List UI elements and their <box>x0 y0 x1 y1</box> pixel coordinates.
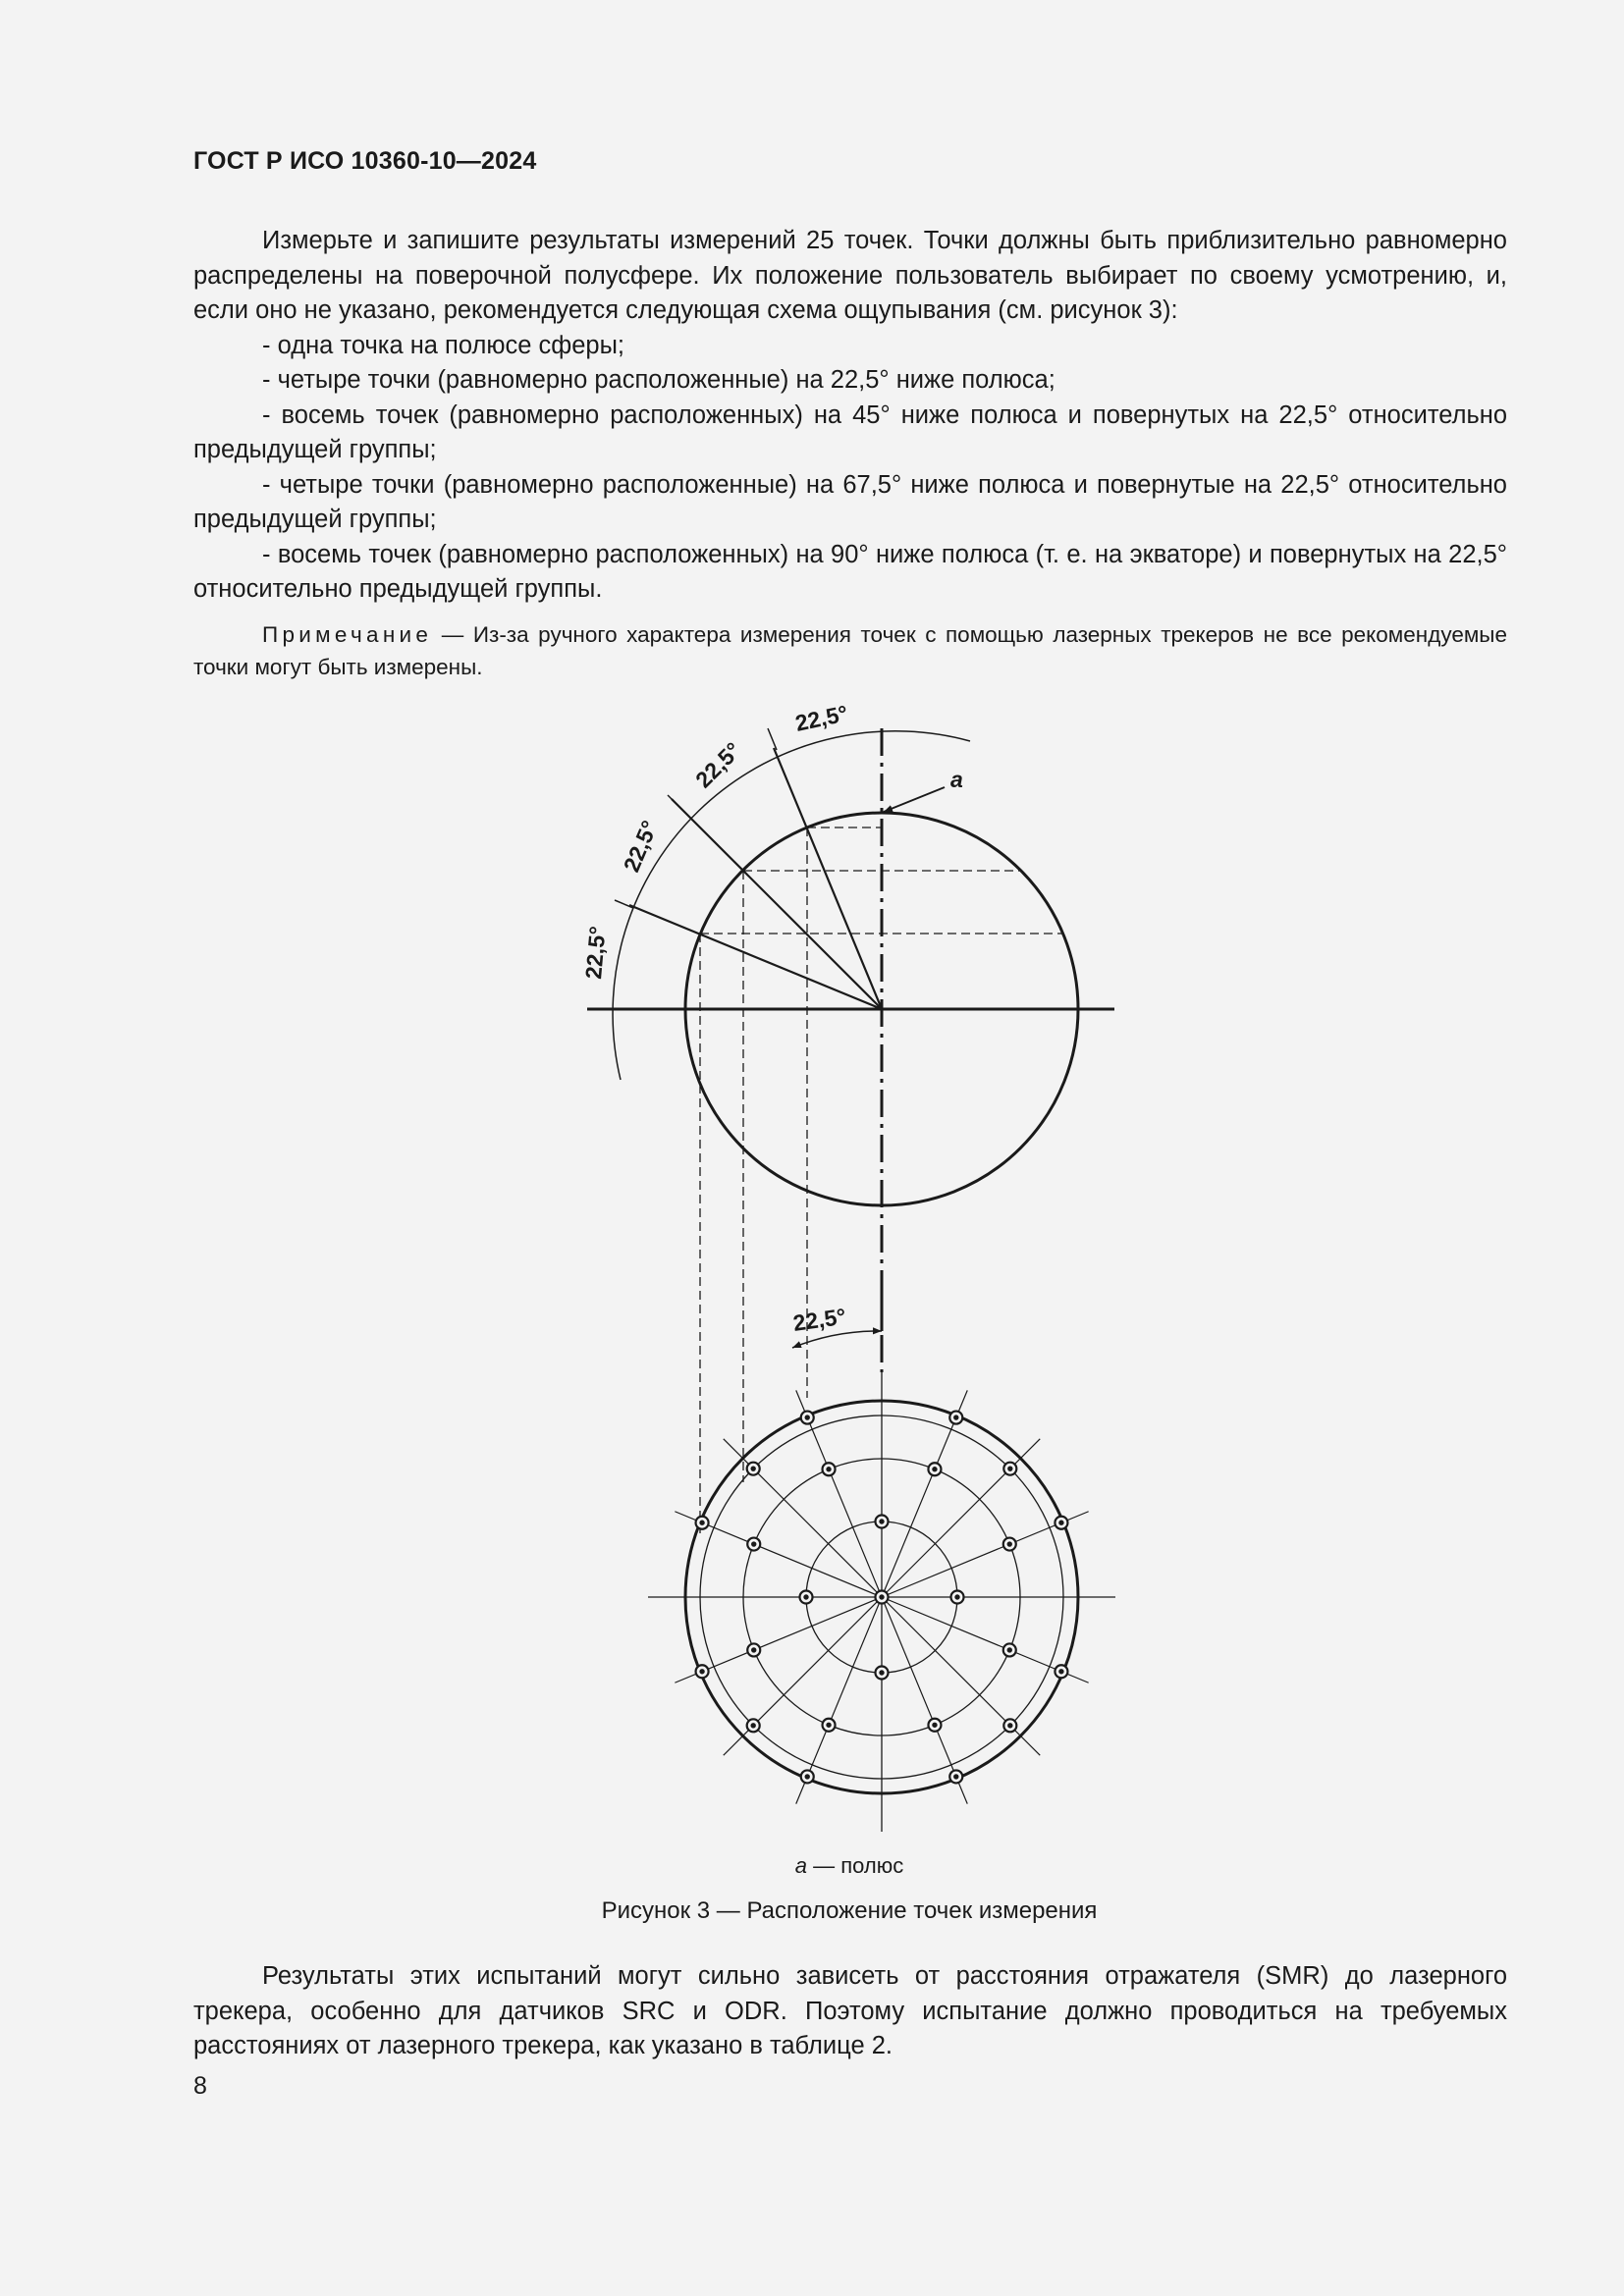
radial-line-22-5 <box>774 748 882 1009</box>
angle-label: 22,5° <box>618 817 663 876</box>
document-header: ГОСТ Р ИСО 10360-10—2024 <box>193 147 537 175</box>
plan-view <box>648 1290 1115 1832</box>
measurement-point-dot <box>933 1723 937 1727</box>
note-text: Из-за ручного характера измерения точек с помощью лазерных трекеров не все рекомендуемые точки могут быть измерены. <box>193 622 1507 679</box>
measurement-point-dot <box>700 1521 704 1524</box>
measurement-point-dot <box>752 1648 756 1652</box>
pole-arrow <box>884 787 945 812</box>
list-item: - восемь точек (равномерно расположенных) на 90° ниже полюса (т. е. на экваторе) и повернутых на 22,5° относительно предыдущей группы. <box>193 540 1507 603</box>
measurement-point-dot <box>1007 1542 1011 1546</box>
dim-tick <box>615 900 633 908</box>
dimension-arc <box>613 731 970 1080</box>
plan-radial-line <box>724 1439 882 1597</box>
measurement-point-dot <box>827 1723 831 1727</box>
intro-paragraph: Измерьте и запишите результаты измерений 25 точек. Точки должны быть приблизительно равномерно распределены на поверочной полусфере. Их положение пользователь выбирает по своему усмотрению, и, если оно не указано, рекомендуется следующая схема ощупывания (см. рисунок 3): <box>193 227 1507 324</box>
measurement-point-dot <box>1059 1521 1063 1524</box>
outro-paragraph: Результаты этих испытаний могут сильно зависеть от расстояния отражателя (SMR) до лазерного трекера, особенно для датчиков SRC и ODR. Поэтому испытание должно проводиться на требуемых расстояниях от лазерного трекера, как указано в таблице 2. <box>193 1962 1507 2059</box>
measurement-point-dot <box>954 1775 958 1779</box>
outro-section <box>193 1959 1507 2064</box>
angle-label: 22,5° <box>580 925 611 981</box>
measurement-point-dot <box>827 1468 831 1471</box>
plan-angle-label: 22,5° <box>791 1303 848 1336</box>
plan-radial-line <box>882 1597 1040 1755</box>
list-item: - одна точка на полюсе сферы; <box>262 331 625 359</box>
measurement-point-dot <box>700 1670 704 1674</box>
measurement-point-dot <box>1007 1648 1011 1652</box>
side-view <box>587 728 1114 1536</box>
note-dash: — <box>432 622 473 647</box>
measurement-point-dot <box>805 1415 809 1419</box>
measurement-point-dot <box>804 1595 808 1599</box>
list-item: - восемь точек (равномерно расположенных) на 45° ниже полюса и повернутых на 22,5° относительно предыдущей группы; <box>193 400 1507 463</box>
measurement-point-dot <box>954 1415 958 1419</box>
note-label: Примечание <box>262 622 433 647</box>
radial-line-45 <box>672 799 882 1009</box>
measurement-point-dot <box>1008 1724 1012 1728</box>
measurement-point-dot <box>880 1595 884 1599</box>
plan-radial-line <box>882 1439 1040 1597</box>
angle-label: 22,5° <box>690 736 746 793</box>
radial-line-67-5 <box>629 905 882 1009</box>
measurement-point-dot <box>880 1671 884 1675</box>
plan-radial-line <box>724 1597 882 1755</box>
figure-legend <box>0 1853 1624 1879</box>
legend-key: a <box>794 1853 807 1878</box>
measurement-point-dot <box>1008 1467 1012 1470</box>
pole-marker: a <box>950 767 963 792</box>
list-item: - четыре точки (равномерно расположенные) на 67,5° ниже полюса и повернутые на 22,5° относительно предыдущей группы; <box>193 470 1507 533</box>
list-item: - четыре точки (равномерно расположенные) на 22,5° ниже полюса; <box>262 366 1056 394</box>
page-number: 8 <box>193 2072 207 2100</box>
measurement-point-dot <box>880 1520 884 1523</box>
measurement-point-dot <box>805 1775 809 1779</box>
measurement-point-dot <box>955 1595 959 1599</box>
measurement-point-dot <box>1059 1670 1063 1674</box>
measurement-point-dot <box>933 1468 937 1471</box>
figure-caption: Рисунок 3 — Расположение точек измерения <box>601 1897 1098 1924</box>
measurement-point-dot <box>751 1724 755 1728</box>
measurement-point-dot <box>751 1467 755 1470</box>
legend-text: — полюс <box>807 1853 904 1878</box>
angle-label: 22,5° <box>792 700 850 736</box>
dim-tick <box>768 728 777 750</box>
dim-tick <box>668 795 681 809</box>
measurement-point-dot <box>752 1542 756 1546</box>
